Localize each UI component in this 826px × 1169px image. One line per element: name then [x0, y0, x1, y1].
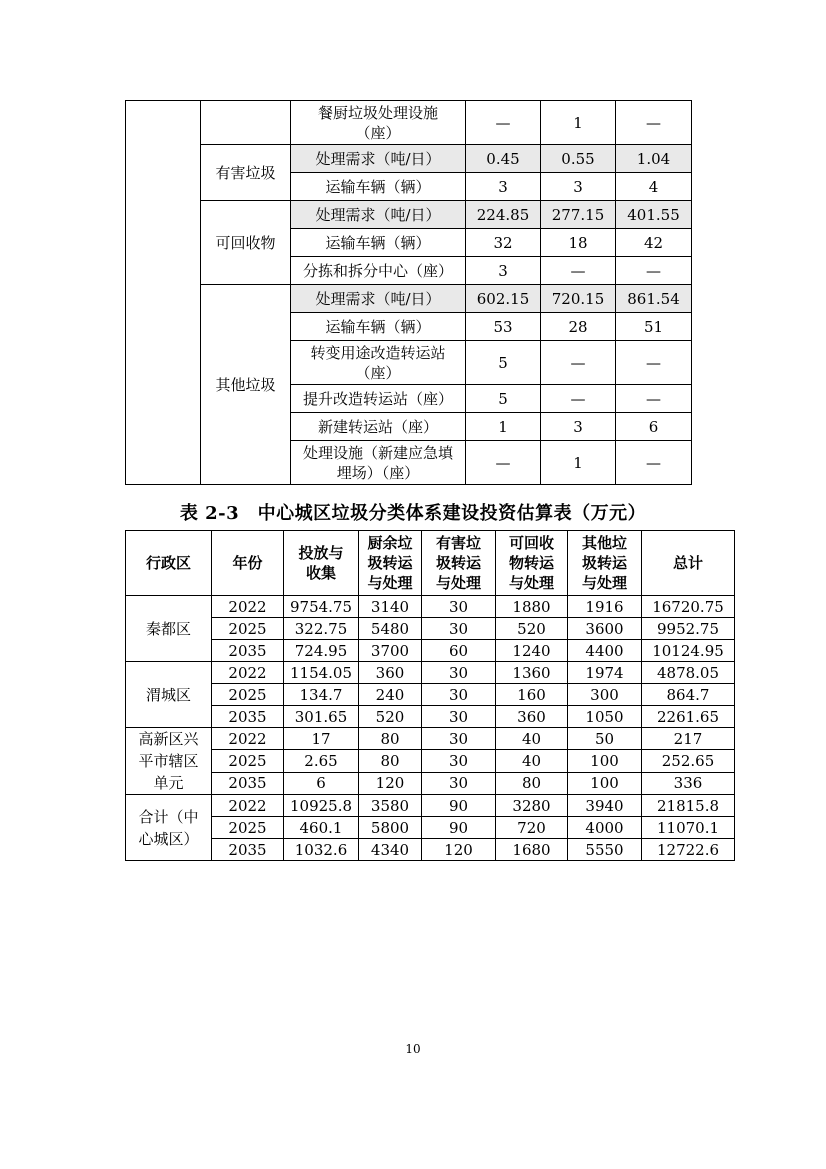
investment-table-body: [126, 596, 735, 861]
value-cell: —: [616, 441, 692, 485]
header-collection: 投放与收集: [284, 531, 359, 596]
table-row: [126, 706, 735, 728]
value-cell: 1032.6: [284, 839, 359, 861]
value-cell: 51: [616, 313, 692, 341]
value-cell: 32: [466, 229, 541, 257]
item-cell: [291, 257, 466, 285]
district-name: 秦都区: [145, 619, 191, 638]
item-label: 运输车辆（辆）: [325, 233, 431, 252]
item-cell: [291, 145, 466, 173]
item-cell: [291, 201, 466, 229]
value-cell: 30: [422, 596, 496, 618]
table-row: [126, 772, 735, 794]
category-cell: 有害垃圾: [201, 145, 291, 201]
value-cell: 602.15: [466, 285, 541, 313]
item-label: 餐厨垃圾处理设施（座）: [317, 103, 438, 142]
value-cell: 3: [541, 173, 616, 201]
item-label: 处理设施（新建应急填埋场）（座）: [302, 443, 453, 482]
value-cell: 240: [359, 684, 422, 706]
table-row: [126, 662, 735, 684]
value-cell: —: [616, 385, 692, 413]
value-cell: 9952.75: [642, 618, 735, 640]
year-cell: 2022: [212, 728, 284, 750]
value-cell: 90: [422, 795, 496, 817]
header-other: 其他垃圾转运与处理: [568, 531, 642, 596]
year-cell: 2022: [212, 795, 284, 817]
item-cell: [291, 441, 466, 485]
table-row: [126, 839, 735, 861]
header-total: 总计: [642, 531, 735, 596]
value-cell: 30: [422, 684, 496, 706]
value-cell: 277.15: [541, 201, 616, 229]
value-cell: 3700: [359, 640, 422, 662]
value-cell: 360: [359, 662, 422, 684]
header-hazardous: 有害垃圾转运与处理: [422, 531, 496, 596]
value-cell: —: [616, 341, 692, 385]
value-cell: 1680: [496, 839, 568, 861]
table-row: [126, 101, 692, 145]
value-cell: 5550: [568, 839, 642, 861]
page-number: 10: [405, 1042, 421, 1056]
district-name: 合计（中心城区）: [138, 807, 199, 848]
item-cell: [291, 229, 466, 257]
value-cell: 224.85: [466, 201, 541, 229]
value-cell: 60: [422, 640, 496, 662]
value-cell: 1880: [496, 596, 568, 618]
value-cell: 3: [541, 413, 616, 441]
value-cell: 0.45: [466, 145, 541, 173]
item-label: 运输车辆（辆）: [325, 177, 431, 196]
district-name: 高新区兴平市辖区单元: [138, 730, 199, 792]
value-cell: 3: [466, 173, 541, 201]
value-cell: 4878.05: [642, 662, 735, 684]
value-cell: —: [616, 257, 692, 285]
value-cell: —: [541, 257, 616, 285]
value-cell: 720: [496, 817, 568, 839]
value-cell: 861.54: [616, 285, 692, 313]
item-cell: [291, 313, 466, 341]
value-cell: 120: [359, 772, 422, 794]
district-cell: [126, 662, 212, 728]
value-cell: 11070.1: [642, 817, 735, 839]
value-cell: 1: [541, 101, 616, 145]
value-cell: 724.95: [284, 640, 359, 662]
year-cell: 2025: [212, 750, 284, 772]
table-row: [126, 640, 735, 662]
item-label: 处理需求（吨/日）: [315, 149, 441, 168]
value-cell: 360: [496, 706, 568, 728]
district-cell: [126, 795, 212, 861]
value-cell: 100: [568, 750, 642, 772]
value-cell: 10925.8: [284, 795, 359, 817]
value-cell: —: [466, 101, 541, 145]
category-cell: [201, 101, 291, 145]
value-cell: 217: [642, 728, 735, 750]
value-cell: 40: [496, 728, 568, 750]
value-cell: 4400: [568, 640, 642, 662]
value-cell: —: [541, 341, 616, 385]
year-cell: 2025: [212, 817, 284, 839]
item-label: 转变用途改造转运站（座）: [310, 343, 446, 382]
value-cell: 3600: [568, 618, 642, 640]
item-cell: [291, 341, 466, 385]
table-row: [126, 618, 735, 640]
value-cell: 3140: [359, 596, 422, 618]
value-cell: 90: [422, 817, 496, 839]
header-year: 年份: [212, 531, 284, 596]
facility-demand-table: [125, 100, 692, 485]
year-cell: 2035: [212, 706, 284, 728]
value-cell: 40: [496, 750, 568, 772]
item-label: 新建转运站（座）: [317, 417, 438, 436]
value-cell: 17: [284, 728, 359, 750]
header-row: [126, 531, 735, 596]
table-row: [126, 145, 692, 173]
value-cell: 322.75: [284, 618, 359, 640]
value-cell: 336: [642, 772, 735, 794]
item-label: 运输车辆（辆）: [325, 317, 431, 336]
year-cell: 2035: [212, 839, 284, 861]
value-cell: 5480: [359, 618, 422, 640]
value-cell: 300: [568, 684, 642, 706]
value-cell: 6: [616, 413, 692, 441]
value-cell: 5800: [359, 817, 422, 839]
value-cell: 1: [466, 413, 541, 441]
value-cell: 12722.6: [642, 839, 735, 861]
category-cell: 其他垃圾: [201, 285, 291, 485]
value-cell: 160: [496, 684, 568, 706]
value-cell: 6: [284, 772, 359, 794]
district-cell: [126, 728, 212, 795]
value-cell: 1240: [496, 640, 568, 662]
district-cell: [126, 596, 212, 662]
value-cell: 301.65: [284, 706, 359, 728]
value-cell: 50: [568, 728, 642, 750]
table-caption: 表 2-3 中心城区垃圾分类体系建设投资估算表（万元）: [179, 503, 647, 524]
item-label: 处理需求（吨/日）: [315, 205, 441, 224]
value-cell: 30: [422, 662, 496, 684]
facility-demand-table-body: [126, 101, 692, 485]
table-row: [126, 285, 692, 313]
value-cell: 80: [496, 772, 568, 794]
value-cell: 0.55: [541, 145, 616, 173]
table-row: [126, 201, 692, 229]
item-cell: [291, 173, 466, 201]
table-row: [126, 750, 735, 772]
value-cell: —: [541, 385, 616, 413]
value-cell: 4: [616, 173, 692, 201]
value-cell: 30: [422, 728, 496, 750]
value-cell: 401.55: [616, 201, 692, 229]
value-cell: 18: [541, 229, 616, 257]
item-label: 处理需求（吨/日）: [315, 289, 441, 308]
item-cell: [291, 385, 466, 413]
table-row: [126, 684, 735, 706]
year-cell: 2025: [212, 618, 284, 640]
value-cell: 9754.75: [284, 596, 359, 618]
blank-cell: [126, 101, 201, 485]
year-cell: 2035: [212, 772, 284, 794]
value-cell: 3280: [496, 795, 568, 817]
investment-estimate-table: [125, 530, 735, 861]
value-cell: 53: [466, 313, 541, 341]
value-cell: 28: [541, 313, 616, 341]
table-row: [126, 817, 735, 839]
value-cell: 864.7: [642, 684, 735, 706]
value-cell: 1360: [496, 662, 568, 684]
value-cell: 1154.05: [284, 662, 359, 684]
value-cell: 520: [359, 706, 422, 728]
value-cell: 1: [541, 441, 616, 485]
header-kitchen: 厨余垃圾转运与处理: [359, 531, 422, 596]
year-cell: 2022: [212, 596, 284, 618]
value-cell: 21815.8: [642, 795, 735, 817]
value-cell: 10124.95: [642, 640, 735, 662]
value-cell: 720.15: [541, 285, 616, 313]
value-cell: 4340: [359, 839, 422, 861]
value-cell: 2.65: [284, 750, 359, 772]
year-cell: 2025: [212, 684, 284, 706]
value-cell: 134.7: [284, 684, 359, 706]
value-cell: 30: [422, 706, 496, 728]
value-cell: 1.04: [616, 145, 692, 173]
value-cell: 30: [422, 750, 496, 772]
value-cell: 1050: [568, 706, 642, 728]
value-cell: —: [616, 101, 692, 145]
value-cell: 3580: [359, 795, 422, 817]
header-district: 行政区: [126, 531, 212, 596]
category-cell: 可回收物: [201, 201, 291, 285]
year-cell: 2035: [212, 640, 284, 662]
value-cell: 3: [466, 257, 541, 285]
value-cell: 30: [422, 618, 496, 640]
item-cell: [291, 413, 466, 441]
value-cell: 1916: [568, 596, 642, 618]
value-cell: 4000: [568, 817, 642, 839]
value-cell: 2261.65: [642, 706, 735, 728]
value-cell: 252.65: [642, 750, 735, 772]
value-cell: 30: [422, 772, 496, 794]
value-cell: 100: [568, 772, 642, 794]
value-cell: 520: [496, 618, 568, 640]
value-cell: 80: [359, 728, 422, 750]
table-row: [126, 596, 735, 618]
item-label: 提升改造转运站（座）: [302, 389, 453, 408]
value-cell: 42: [616, 229, 692, 257]
table-row: [126, 728, 735, 750]
value-cell: 5: [466, 385, 541, 413]
table-row: [126, 795, 735, 817]
value-cell: 3940: [568, 795, 642, 817]
item-cell: [291, 101, 466, 145]
value-cell: 460.1: [284, 817, 359, 839]
item-cell: [291, 285, 466, 313]
item-label: 分拣和拆分中心（座）: [302, 261, 453, 280]
value-cell: 1974: [568, 662, 642, 684]
value-cell: —: [466, 441, 541, 485]
value-cell: 5: [466, 341, 541, 385]
year-cell: 2022: [212, 662, 284, 684]
district-name: 渭城区: [145, 685, 191, 704]
value-cell: 80: [359, 750, 422, 772]
value-cell: 16720.75: [642, 596, 735, 618]
header-recyclable: 可回收物转运与处理: [496, 531, 568, 596]
value-cell: 120: [422, 839, 496, 861]
